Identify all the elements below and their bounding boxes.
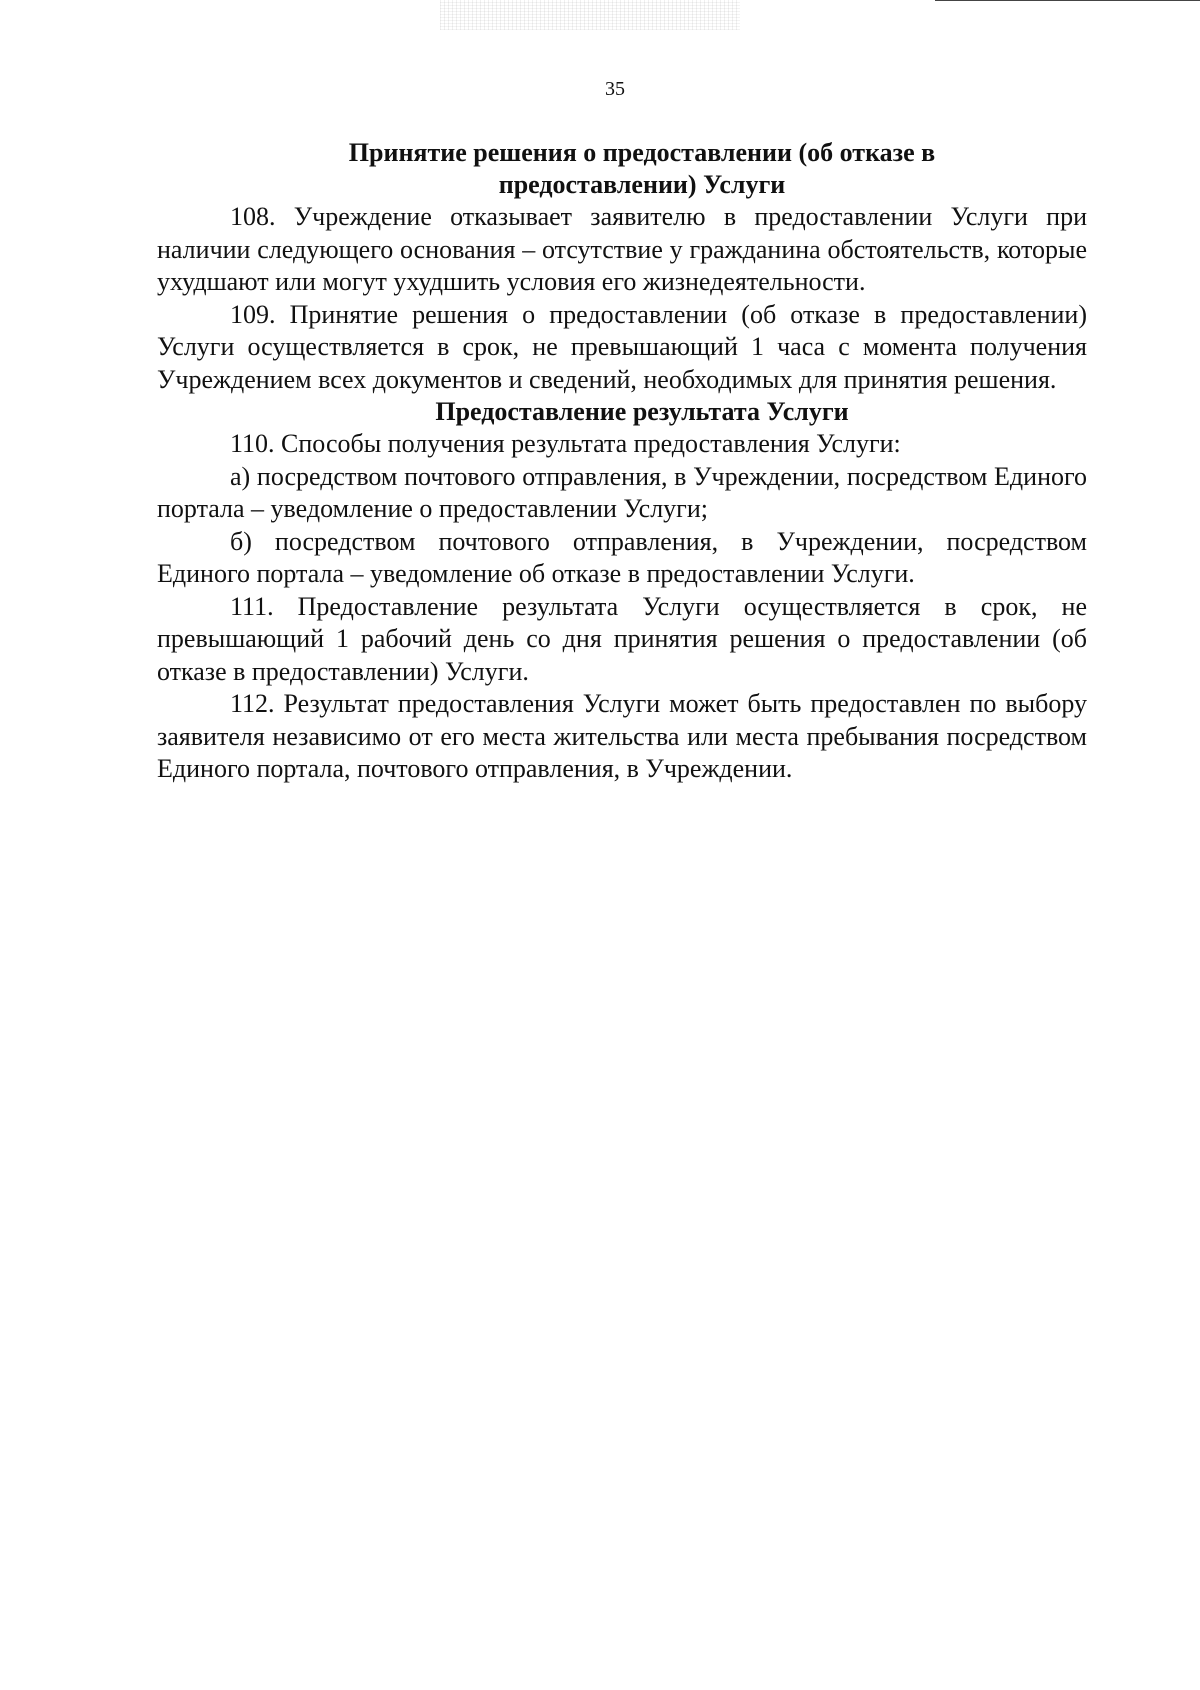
scan-artifact [440,0,740,30]
paragraph-112: 112. Результат предоставления Услуги может быть предоставлен по выбору заявителя независимо от его места жительства или места пребывания посредством Единого портала, почтового отправления, в Учреждении. [157,689,1087,783]
paragraph-110: 110. Способы получения результата предоставления Услуги: [230,429,901,458]
paragraph-110-b: б) посредством почтового отправления, в Учреждении, посредством Единого портала – уведомление об отказе в предоставлении Услуги. [157,526,1087,588]
section-title-line-2: предоставлении) Услуги [498,170,786,199]
section-title-decision [157,137,1087,201]
page-number: 35 [605,78,625,100]
document-body [157,137,1087,786]
paragraph-109: 109. Принятие решения о предоставлении (об отказе в предоставлении) Услуги осуществляется в срок, не превышающий 1 часа с момента получения Учреждением всех документов и сведений, необходимых для принятия решения. [157,299,1087,394]
paragraph-110-a: а) посредством почтового отправления, в Учреждении, посредством Единого портала – уведомление о предоставлении Услуги; [157,461,1087,523]
section-title-line-1: Принятие решения о предоставлении (об отказе в [348,138,936,167]
paragraph-108: 108. Учреждение отказывает заявителю в предоставлении Услуги при наличии следующего основания – отсутствие у гражданина обстоятельств, которые ухудшают или могут ухудшить условия его жизнедеятельности. [157,202,1087,296]
section-title-result: Предоставление результата Услуги [435,397,849,426]
scan-edge-line [935,0,1200,1]
paragraph-111: 111. Предоставление результата Услуги осуществляется в срок, не превышающий 1 рабочий день со дня принятия решения о предоставлении (об отказе в предоставлении) Услуги. [157,591,1087,686]
